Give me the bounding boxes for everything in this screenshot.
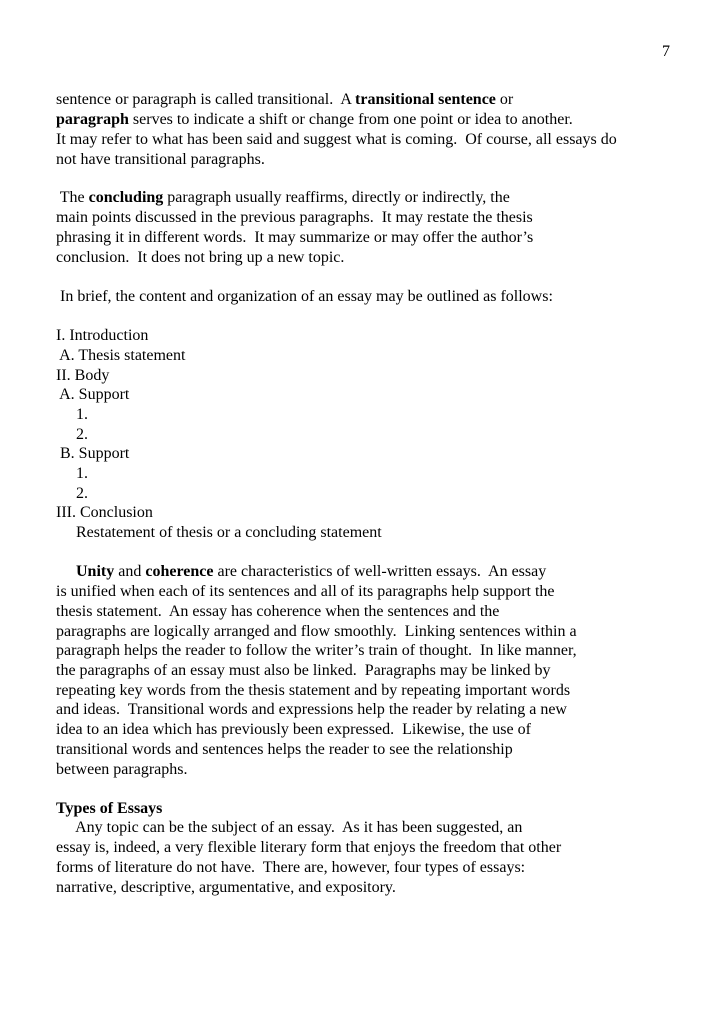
paragraph-line: In brief, the content and organization of an essay may be outlined as follows: <box>56 288 553 305</box>
paragraph-line: phrasing it in different words. It may summarize or may offer the author’s <box>56 229 534 246</box>
paragraph-line: the paragraphs of an essay must also be linked. Paragraphs may be linked by <box>56 662 551 679</box>
paragraph-line <box>56 110 573 130</box>
paragraph-line: essay is, indeed, a very flexible literary form that enjoys the freedom that other <box>56 839 562 856</box>
outline-item: II. Body <box>56 367 110 384</box>
paragraph-line <box>56 188 510 208</box>
outline-item: 2. <box>56 485 88 502</box>
outline-item: B. Support <box>56 445 130 462</box>
outline-item: III. Conclusion <box>56 504 153 521</box>
section-heading <box>56 799 162 819</box>
outline-item: A. Thesis statement <box>56 347 186 364</box>
text-run: sentence or paragraph is called transitional. A <box>56 91 356 108</box>
bold-term: transitional sentence <box>355 91 496 108</box>
outline-item: 1. <box>56 465 88 482</box>
paragraph-line: narrative, descriptive, argumentative, and expository. <box>56 879 396 896</box>
paragraph-line: conclusion. It does not bring up a new topic. <box>56 249 345 266</box>
paragraph-line: paragraphs are logically arranged and flow smoothly. Linking sentences within a <box>56 623 577 640</box>
paragraph-line: Any topic can be the subject of an essay. As it has been suggested, an <box>56 819 523 836</box>
paragraph-line: thesis statement. An essay has coherence when the sentences and the <box>56 603 500 620</box>
outline-item: 2. <box>56 426 88 443</box>
bold-term: concluding <box>88 189 164 206</box>
paragraph-line: is unified when each of its sentences and all of its paragraphs help support the <box>56 583 555 600</box>
text-run: are characteristics of well-written essays. An essay <box>213 563 547 580</box>
bold-term: Unity <box>76 563 115 580</box>
text-run: The <box>56 189 89 206</box>
section-heading-text: Types of Essays <box>56 800 163 817</box>
paragraph-line <box>56 562 546 582</box>
paragraph-line: repeating key words from the thesis statement and by repeating important words <box>56 682 571 699</box>
outline-item: Restatement of thesis or a concluding statement <box>56 524 382 541</box>
paragraph-line: transitional words and sentences helps the reader to see the relationship <box>56 741 513 758</box>
paragraph-line: not have transitional paragraphs. <box>56 151 265 168</box>
text-run: and <box>114 563 146 580</box>
paragraph-line: and ideas. Transitional words and expressions help the reader by relating a new <box>56 701 567 718</box>
paragraph-line: main points discussed in the previous paragraphs. It may restate the thesis <box>56 209 533 226</box>
text-run: serves to indicate a shift or change from one point or idea to another. <box>128 111 573 128</box>
bold-term: coherence <box>145 563 214 580</box>
paragraph-line: idea to an idea which has previously been expressed. Likewise, the use of <box>56 721 531 738</box>
text-run: paragraph usually reaffirms, directly or indirectly, the <box>163 189 510 206</box>
outline-item: I. Introduction <box>56 327 149 344</box>
outline-item: A. Support <box>56 386 130 403</box>
paragraph-line: forms of literature do not have. There are, however, four types of essays: <box>56 859 526 876</box>
text-run: or <box>495 91 514 108</box>
outline-item: 1. <box>56 406 88 423</box>
page-number: 7 <box>662 43 670 60</box>
paragraph-line <box>56 90 513 110</box>
paragraph-line: between paragraphs. <box>56 761 188 778</box>
paragraph-line: It may refer to what has been said and suggest what is coming. Of course, all essays do <box>56 131 617 148</box>
paragraph-line: paragraph helps the reader to follow the writer’s train of thought. In like manner, <box>56 642 577 659</box>
bold-term: paragraph <box>56 111 129 128</box>
indent <box>56 563 76 580</box>
